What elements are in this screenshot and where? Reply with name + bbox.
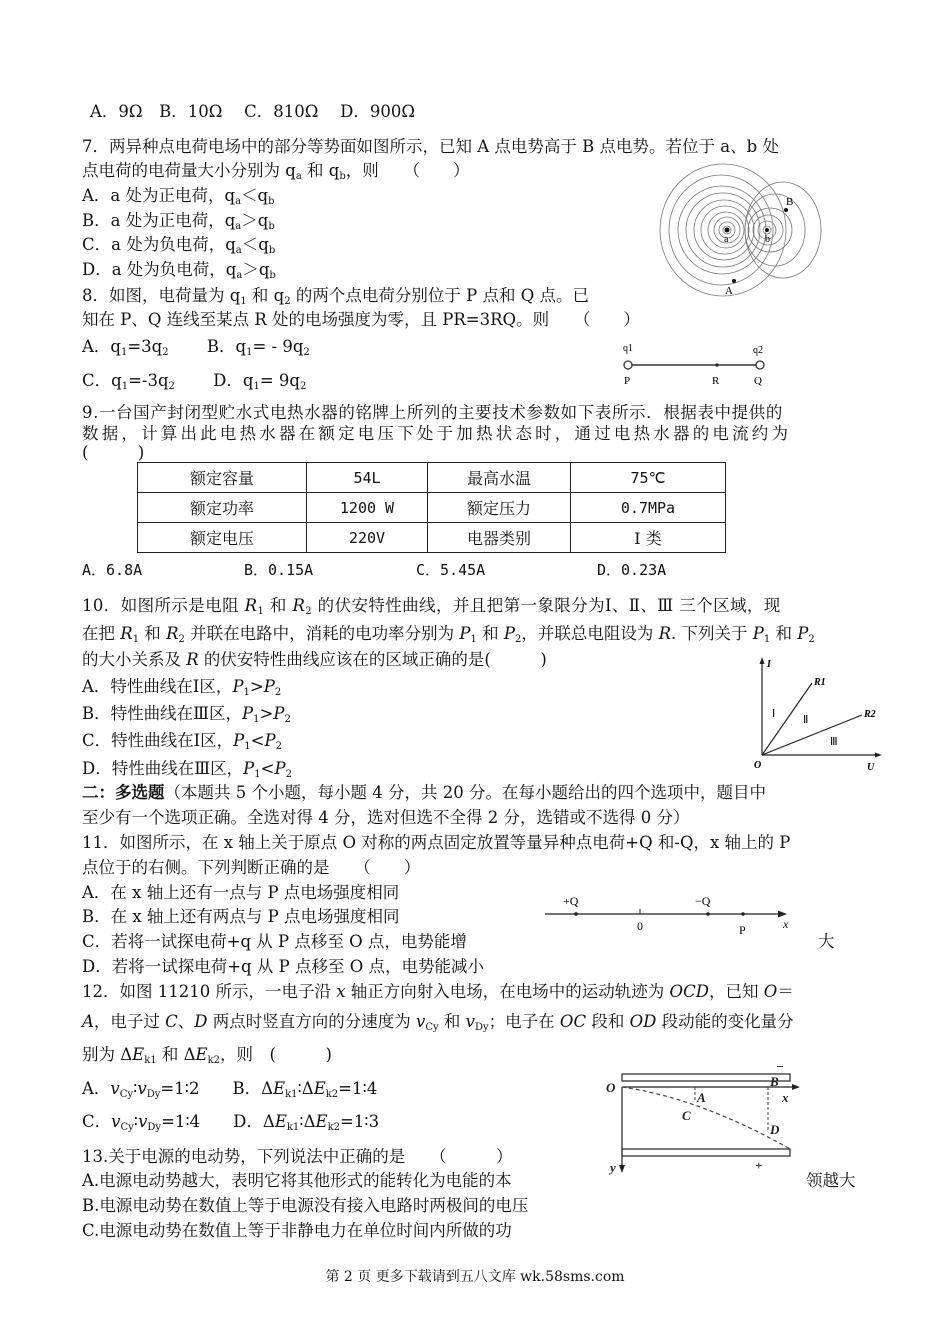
section-header xyxy=(82,782,766,804)
region-2-label: Ⅱ xyxy=(803,714,809,726)
q10-option-c: C．特性曲线在Ⅰ区，$P_1<P_2$ xyxy=(82,731,282,752)
q8-text: 知在 P、Q 连线至某点 R 处的电场强度为零，且 PR=3RQ。则 （ ） xyxy=(82,310,640,329)
y-axis-label: y xyxy=(610,1160,616,1175)
minus-q-label: −Q xyxy=(695,894,711,908)
q9-option-b: B．0.15A xyxy=(244,561,314,579)
iv-curve-figure xyxy=(750,655,885,775)
label-D: D xyxy=(770,1122,780,1137)
x-axis-label: x xyxy=(783,917,789,931)
x-axis-charges-figure xyxy=(545,888,795,938)
table-cell: 75℃ xyxy=(571,463,726,493)
plus-sign: + xyxy=(755,1158,763,1173)
q11-option-c: C．若将一试探电荷+q 从 P 点移至 O 点，电势能增 xyxy=(82,932,467,951)
q13-option-b: B.电源电动势在数值上等于电源没有接入电路时两极间的电压 xyxy=(82,1196,529,1215)
table-cell: 额定功率 xyxy=(138,493,307,523)
spec-table xyxy=(137,462,726,553)
table-cell: 54L xyxy=(307,463,428,493)
origin-label: O xyxy=(754,760,762,771)
label-q1: q1 xyxy=(623,343,633,354)
label-Q: Q xyxy=(754,375,762,387)
page-footer: 第 2 页 更多下载请到五八文库 wk.58sms.com xyxy=(325,1269,625,1285)
table-cell: 最高水温 xyxy=(428,463,571,493)
p-label: P xyxy=(739,923,746,937)
q13-text: 13.关于电源的电动势，下列说法中正确的是 （ ） xyxy=(82,1147,513,1166)
label-P: P xyxy=(624,375,631,387)
section-desc: （本题共 5 个小题，每小题 4 分，共 20 分。在每小题给出的四个选项中，题目中 xyxy=(164,783,766,802)
label-B: B xyxy=(786,196,794,208)
q13-option-a: A.电源电动势越大，表明它将其他形式的能转化为电能的本 xyxy=(82,1171,512,1190)
label-q2: q2 xyxy=(753,345,763,356)
q11-option-d: D．若将一试探电荷+q 从 P 点移至 O 点，电势能减小 xyxy=(82,957,484,976)
label-A: A xyxy=(697,1090,706,1105)
equipotential-figure xyxy=(655,160,835,300)
q11-text: 11．如图所示，在 x 轴上关于原点 O 对称的两点固定放置等量异种点电荷+Q 和-Q，x 轴上的 P xyxy=(82,833,791,852)
label-C: C xyxy=(682,1108,691,1123)
q6-options: A．9Ω B．10Ω C．810Ω D．900Ω xyxy=(90,102,416,121)
label-B: B xyxy=(770,1074,779,1089)
q13-option-a-overflow: 领越大 xyxy=(806,1171,856,1190)
q9-text: 9.一台国产封闭型贮水式电热水器的铭牌上所列的主要技术参数如下表所示．根据表中提供的 xyxy=(82,403,783,422)
q12-text: 别为 $\Delta E_{k1}$ 和 $\Delta E_{k2}$，则 ( ) xyxy=(82,1045,332,1066)
q10-option-d: D．特性曲线在Ⅲ区，$P_1<P_2$ xyxy=(82,759,292,780)
q11-option-c-overflow: 大 xyxy=(818,932,835,951)
q9-option-a: A．6.8A xyxy=(82,561,143,579)
region-1-label: Ⅰ xyxy=(772,708,776,720)
label-a: a xyxy=(724,234,729,245)
q10-text: 的大小关系及 R 的伏安特性曲线应该在的区域正确的是( ) xyxy=(82,650,547,669)
q10-text: 10．如图所示是电阻 $R_1$ 和 $R_2$ 的伏安特性曲线，并且把第一象限分为Ⅰ、Ⅱ、Ⅲ 三个区域，现 xyxy=(82,596,781,617)
q7-option-b: B．a 处为正电荷，$q_a>q_b$ xyxy=(82,211,275,232)
label-A: A xyxy=(725,285,733,297)
q11-option-b: B．在 x 轴上还有两点与 P 点电场强度相同 xyxy=(82,907,400,926)
x-axis-label: x xyxy=(782,1090,789,1105)
q12-options-cd: C．$v_{Cy}∶v_{Dy}=1∶4$ D．$\Delta E_{k1}∶\Delta E_{k2}=1∶3$ xyxy=(82,1112,380,1133)
q8-options-cd: C．$q_1=-3q_2$ D．$q_1= 9q_2$ xyxy=(82,371,307,392)
q7-option-a: A．a 处为正电荷，$q_a<q_b$ xyxy=(82,186,275,207)
q7-option-d: D．a 处为负电荷，$q_a>q_b$ xyxy=(82,260,276,281)
q7-text: 7．两异种点电荷电场中的部分等势面如图所示，已知 A 点电势高于 B 点电势。若位于 a、b 处 xyxy=(82,137,779,156)
q9-text: 数据，计算出此电热水器在额定电压下处于加热状态时，通过电热水器的电流约为 xyxy=(82,424,792,443)
q8-options-ab: A．$q_1=3q_2$ B．$q_1= - 9q_2$ xyxy=(82,337,310,358)
q12-text: 12．如图 11210 所示，一电子沿 x 轴正方向射入电场，在电场中的运动轨迹为 OCD，已知 O＝ xyxy=(82,982,794,1001)
label-R: R xyxy=(712,375,720,387)
minus-sign: − xyxy=(776,1060,784,1074)
origin-label: 0 xyxy=(637,919,643,933)
q13-option-c: C.电源电动势在数值上等于非静电力在单位时间内所做的功 xyxy=(82,1221,512,1240)
q12-options-ab: A．$v_{Cy}∶v_{Dy}=1∶2$ B．$\Delta E_{k1}∶\Delta E_{k2}=1∶4$ xyxy=(82,1079,378,1100)
label-O: O xyxy=(606,1080,616,1095)
q10-text: 在把 $R_1$ 和 $R_2$ 并联在电路中，消耗的电功率分别为 $P_1$ 和 $P_2$，并联总电阻设为 R. 下列关于 $P_1$ 和 $P_2$ xyxy=(82,624,815,645)
section-title: 二：多选题 xyxy=(82,783,165,802)
q9-option-d: D．0.23A xyxy=(597,561,667,579)
r2-label: R2 xyxy=(864,709,876,720)
pq-line-figure xyxy=(615,338,775,390)
q10-option-b: B．特性曲线在Ⅲ区，$P_1>P_2$ xyxy=(82,704,291,725)
q11-text: 点位于的右侧。下列判断正确的是 （ ） xyxy=(82,858,421,877)
table-cell: 额定压力 xyxy=(428,493,571,523)
q10-option-a: A．特性曲线在Ⅰ区，$P_1>P_2$ xyxy=(82,677,282,698)
plus-q-label: +Q xyxy=(563,894,579,908)
table-row xyxy=(138,493,726,523)
label-b: b xyxy=(765,234,770,245)
axis-u-label: U xyxy=(867,762,875,773)
table-row xyxy=(138,463,726,493)
region-3-label: Ⅲ xyxy=(830,736,838,748)
r1-label: R1 xyxy=(814,677,826,688)
table-cell: Ⅰ 类 xyxy=(571,523,726,553)
q8-text: 8．如图，电荷量为 $q_1$ 和 $q_2$ 的两个点电荷分别位于 P 点和 Q 点。已 xyxy=(82,286,589,307)
q9-text: ( ) xyxy=(82,443,145,462)
table-row xyxy=(138,523,726,553)
capacitor-trajectory-figure xyxy=(600,1060,810,1180)
q9-option-c: C．5.45A xyxy=(416,561,486,579)
table-cell: 0.7MPa xyxy=(571,493,726,523)
q7-text: 点电荷的电荷量大小分别为 $q_a$ 和 $q_b$，则 （ ） xyxy=(82,161,470,182)
table-cell: 220V xyxy=(307,523,428,553)
table-cell: 额定电压 xyxy=(138,523,307,553)
table-cell: 1200 W xyxy=(307,493,428,523)
q12-text: A，电子过 C、D 两点时竖直方向的分速度为 $v_{Cy}$ 和 $v_{Dy}$；电子在 OC 段和 OD 段动能的变化量分 xyxy=(82,1012,794,1033)
table-cell: 电器类别 xyxy=(428,523,571,553)
table-cell: 额定容量 xyxy=(138,463,307,493)
axis-i-label: I xyxy=(767,659,771,670)
q7-option-c: C．a 处为负电荷，$q_a<q_b$ xyxy=(82,235,276,256)
section-desc: 至少有一个选项正确。全选对得 4 分，选对但选不全得 2 分，选错或不选得 0 分） xyxy=(82,808,690,827)
q11-option-a: A．在 x 轴上还有一点与 P 点电场强度相同 xyxy=(82,883,400,902)
